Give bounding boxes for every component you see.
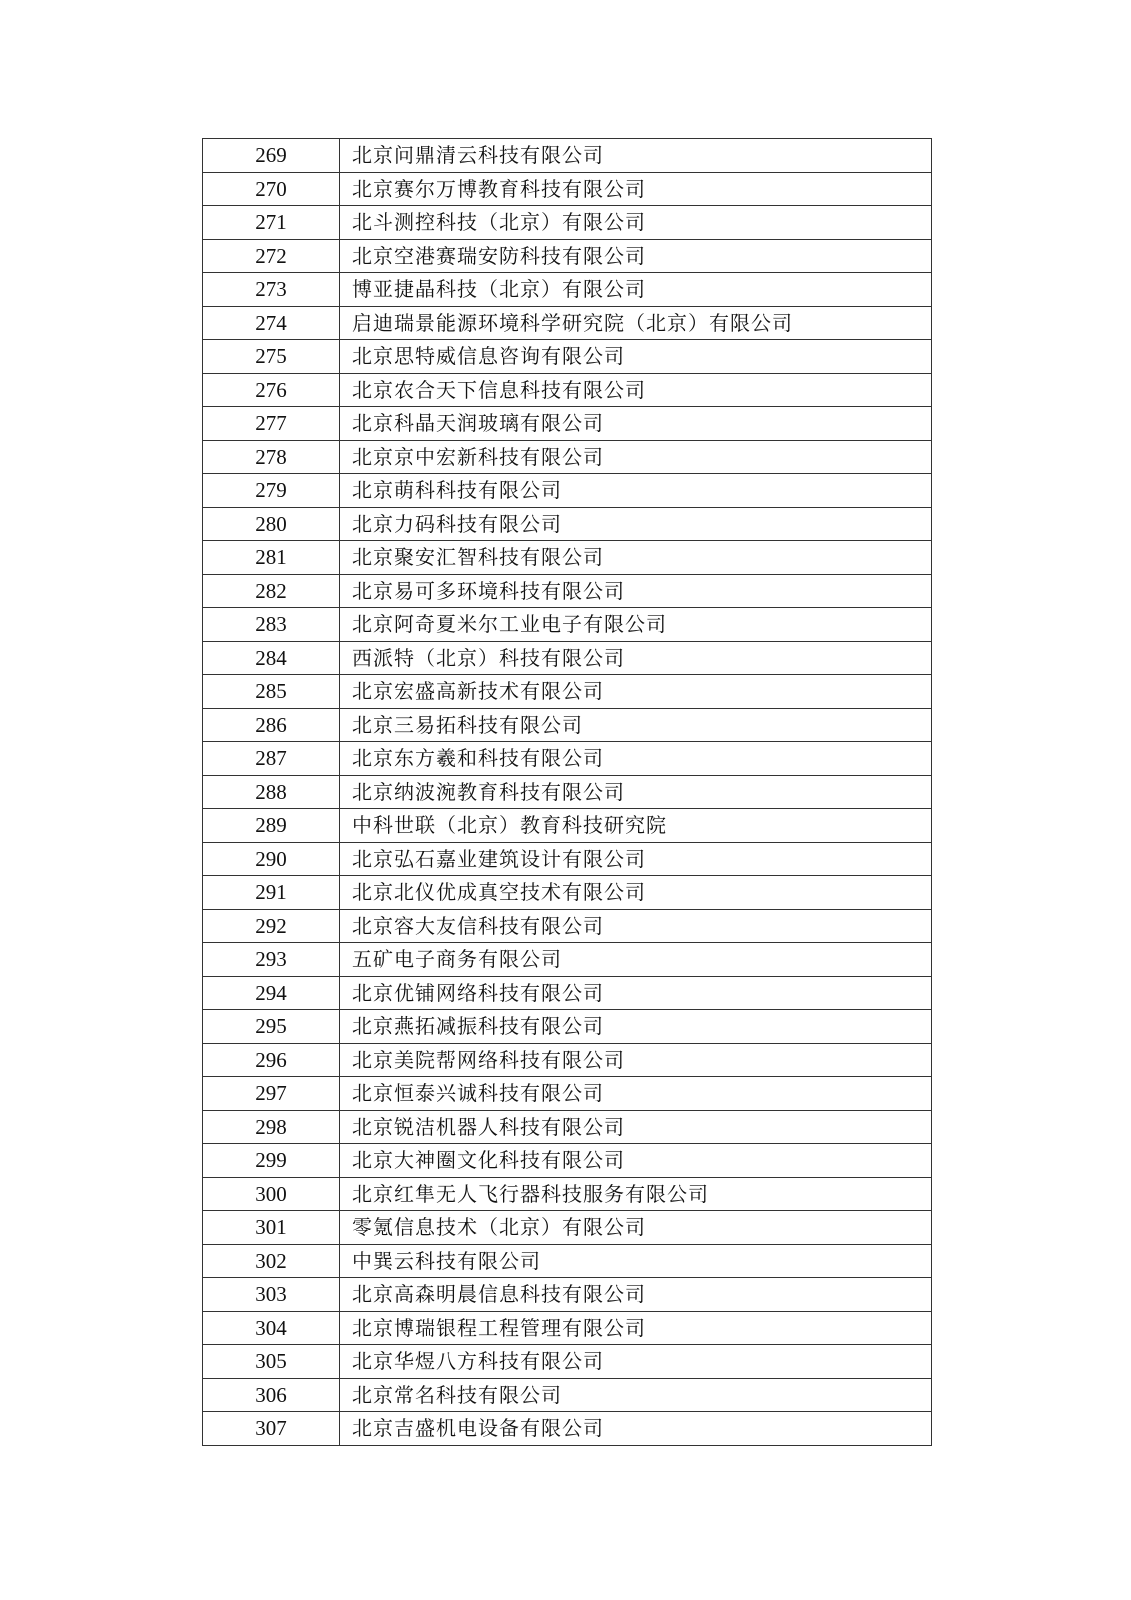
company-name-cell: 北斗测控科技（北京）有限公司 — [340, 206, 932, 240]
row-number-cell: 304 — [203, 1311, 340, 1345]
row-number-cell: 290 — [203, 842, 340, 876]
table-row — [203, 139, 932, 173]
row-number-cell: 272 — [203, 239, 340, 273]
table-row — [203, 1412, 932, 1446]
row-number-cell: 269 — [203, 139, 340, 173]
row-number-cell: 275 — [203, 340, 340, 374]
table-row — [203, 239, 932, 273]
company-name-cell: 五矿电子商务有限公司 — [340, 943, 932, 977]
row-number-cell: 285 — [203, 675, 340, 709]
table-row — [203, 172, 932, 206]
table-row — [203, 1144, 932, 1178]
company-name-cell: 北京恒泰兴诚科技有限公司 — [340, 1077, 932, 1111]
table-row — [203, 675, 932, 709]
table-row — [203, 943, 932, 977]
row-number-cell: 282 — [203, 574, 340, 608]
row-number-cell: 295 — [203, 1010, 340, 1044]
table-row — [203, 407, 932, 441]
table-row — [203, 876, 932, 910]
row-number-cell: 294 — [203, 976, 340, 1010]
table-row — [203, 440, 932, 474]
row-number-cell: 274 — [203, 306, 340, 340]
company-name-cell: 北京美院帮网络科技有限公司 — [340, 1043, 932, 1077]
row-number-cell: 277 — [203, 407, 340, 441]
table-row — [203, 306, 932, 340]
table-row — [203, 574, 932, 608]
table-row — [203, 608, 932, 642]
company-name-cell: 北京力码科技有限公司 — [340, 507, 932, 541]
row-number-cell: 298 — [203, 1110, 340, 1144]
row-number-cell: 291 — [203, 876, 340, 910]
company-name-cell: 北京科晶天润玻璃有限公司 — [340, 407, 932, 441]
row-number-cell: 289 — [203, 809, 340, 843]
row-number-cell: 287 — [203, 742, 340, 776]
table-row — [203, 1177, 932, 1211]
row-number-cell: 284 — [203, 641, 340, 675]
table-row — [203, 1211, 932, 1245]
row-number-cell: 288 — [203, 775, 340, 809]
company-name-cell: 西派特（北京）科技有限公司 — [340, 641, 932, 675]
company-name-cell: 北京东方羲和科技有限公司 — [340, 742, 932, 776]
company-name-cell: 中科世联（北京）教育科技研究院 — [340, 809, 932, 843]
row-number-cell: 293 — [203, 943, 340, 977]
company-name-cell: 北京北仪优成真空技术有限公司 — [340, 876, 932, 910]
row-number-cell: 302 — [203, 1244, 340, 1278]
company-name-cell: 北京聚安汇智科技有限公司 — [340, 541, 932, 575]
table-row — [203, 1345, 932, 1379]
company-name-cell: 北京华煜八方科技有限公司 — [340, 1345, 932, 1379]
company-name-cell: 北京纳波涴教育科技有限公司 — [340, 775, 932, 809]
row-number-cell: 273 — [203, 273, 340, 307]
company-name-cell: 北京阿奇夏米尔工业电子有限公司 — [340, 608, 932, 642]
table-row — [203, 976, 932, 1010]
company-name-cell: 启迪瑞景能源环境科学研究院（北京）有限公司 — [340, 306, 932, 340]
company-name-cell: 北京燕拓减振科技有限公司 — [340, 1010, 932, 1044]
row-number-cell: 301 — [203, 1211, 340, 1245]
row-number-cell: 296 — [203, 1043, 340, 1077]
table-row — [203, 1244, 932, 1278]
row-number-cell: 300 — [203, 1177, 340, 1211]
table-row — [203, 373, 932, 407]
company-name-cell: 北京空港赛瑞安防科技有限公司 — [340, 239, 932, 273]
row-number-cell: 281 — [203, 541, 340, 575]
table-row — [203, 474, 932, 508]
company-name-cell: 北京吉盛机电设备有限公司 — [340, 1412, 932, 1446]
table-row — [203, 541, 932, 575]
company-name-cell: 北京京中宏新科技有限公司 — [340, 440, 932, 474]
table-row — [203, 708, 932, 742]
row-number-cell: 278 — [203, 440, 340, 474]
table-row — [203, 842, 932, 876]
row-number-cell: 305 — [203, 1345, 340, 1379]
table-row — [203, 742, 932, 776]
row-number-cell: 307 — [203, 1412, 340, 1446]
company-name-cell: 博亚捷晶科技（北京）有限公司 — [340, 273, 932, 307]
table-row — [203, 909, 932, 943]
row-number-cell: 306 — [203, 1378, 340, 1412]
company-name-cell: 北京优铺网络科技有限公司 — [340, 976, 932, 1010]
company-name-cell: 北京宏盛高新技术有限公司 — [340, 675, 932, 709]
table-row — [203, 775, 932, 809]
company-name-cell: 北京大神圈文化科技有限公司 — [340, 1144, 932, 1178]
table-row — [203, 1077, 932, 1111]
table-row — [203, 641, 932, 675]
row-number-cell: 271 — [203, 206, 340, 240]
table-row — [203, 1010, 932, 1044]
table-row — [203, 340, 932, 374]
row-number-cell: 270 — [203, 172, 340, 206]
company-name-cell: 中巽云科技有限公司 — [340, 1244, 932, 1278]
company-list-table — [202, 138, 932, 1446]
company-name-cell: 北京博瑞银程工程管理有限公司 — [340, 1311, 932, 1345]
table-row — [203, 273, 932, 307]
table-row — [203, 507, 932, 541]
company-name-cell: 北京赛尔万博教育科技有限公司 — [340, 172, 932, 206]
row-number-cell: 279 — [203, 474, 340, 508]
table-row — [203, 1043, 932, 1077]
row-number-cell: 286 — [203, 708, 340, 742]
company-name-cell: 北京问鼎清云科技有限公司 — [340, 139, 932, 173]
table-row — [203, 1110, 932, 1144]
row-number-cell: 280 — [203, 507, 340, 541]
row-number-cell: 292 — [203, 909, 340, 943]
company-name-cell: 北京容大友信科技有限公司 — [340, 909, 932, 943]
row-number-cell: 276 — [203, 373, 340, 407]
company-name-cell: 北京弘石嘉业建筑设计有限公司 — [340, 842, 932, 876]
table-row — [203, 1278, 932, 1312]
table-row — [203, 809, 932, 843]
table-row — [203, 1378, 932, 1412]
company-name-cell: 北京思特威信息咨询有限公司 — [340, 340, 932, 374]
company-name-cell: 北京红隼无人飞行器科技服务有限公司 — [340, 1177, 932, 1211]
company-name-cell: 北京锐洁机器人科技有限公司 — [340, 1110, 932, 1144]
row-number-cell: 297 — [203, 1077, 340, 1111]
table-row — [203, 1311, 932, 1345]
company-name-cell: 零氪信息技术（北京）有限公司 — [340, 1211, 932, 1245]
company-name-cell: 北京易可多环境科技有限公司 — [340, 574, 932, 608]
table-body — [203, 139, 932, 1446]
row-number-cell: 283 — [203, 608, 340, 642]
company-name-cell: 北京萌科科技有限公司 — [340, 474, 932, 508]
company-name-cell: 北京高森明晨信息科技有限公司 — [340, 1278, 932, 1312]
row-number-cell: 299 — [203, 1144, 340, 1178]
company-name-cell: 北京常名科技有限公司 — [340, 1378, 932, 1412]
company-name-cell: 北京农合天下信息科技有限公司 — [340, 373, 932, 407]
company-name-cell: 北京三易拓科技有限公司 — [340, 708, 932, 742]
table-row — [203, 206, 932, 240]
row-number-cell: 303 — [203, 1278, 340, 1312]
